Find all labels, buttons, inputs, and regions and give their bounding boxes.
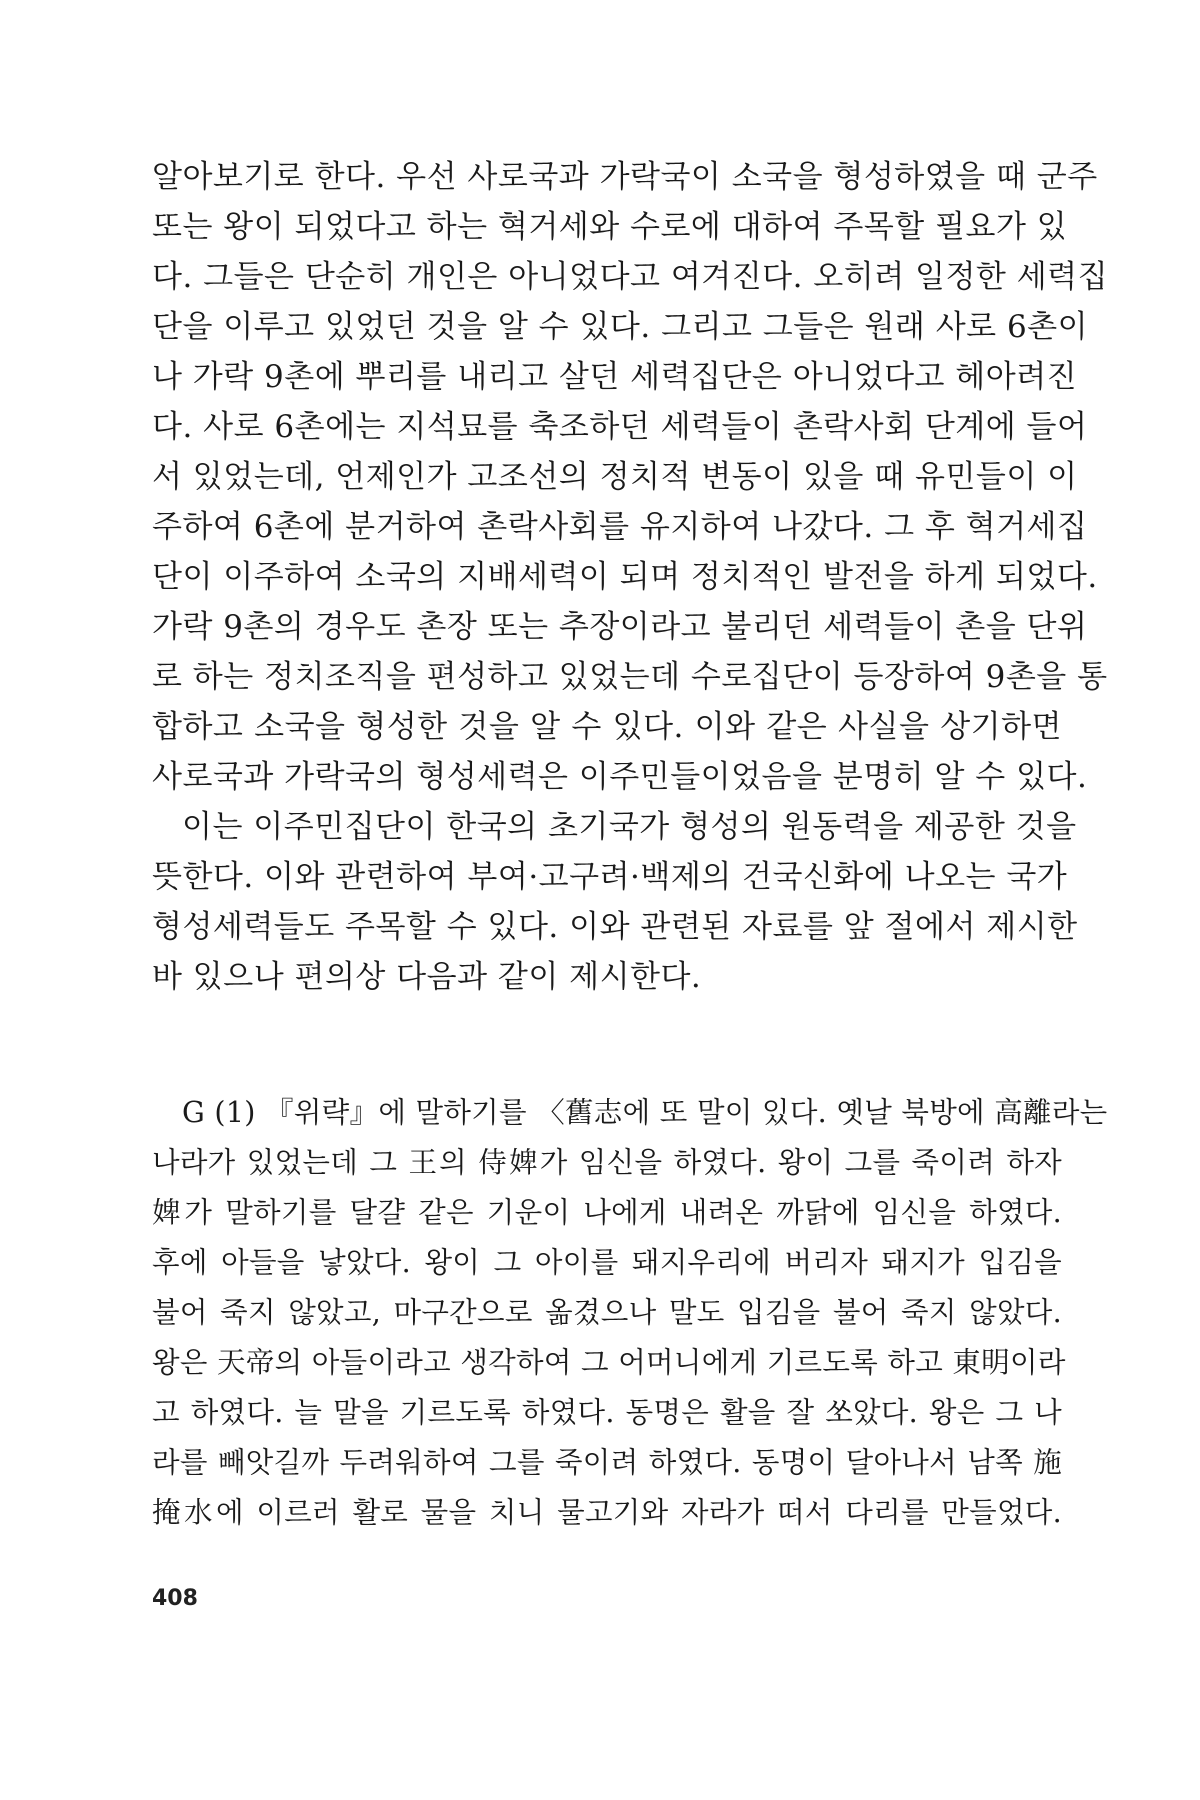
body-line: 나 가락 9촌에 뿌리를 내리고 살던 세력집단은 아니었다고 헤아려진: [152, 359, 1078, 395]
quote-line: 불어 죽지 않았고, 마구간으로 옮겼으나 말도 입김을 불어 죽지 않았다.: [152, 1296, 1062, 1329]
body-line: 서 있었는데, 언제인가 고조선의 정치적 변동이 있을 때 유민들이 이: [152, 459, 1078, 495]
body-text: [152, 152, 1109, 1002]
body-line: 합하고 소국을 형성한 것을 알 수 있다. 이와 같은 사실을 상기하면: [152, 709, 1062, 745]
quote-line: 婢가 말하기를 달걀 같은 기운이 나에게 내려온 까닭에 임신을 하였다.: [152, 1196, 1062, 1229]
quoted-source-block: [152, 1088, 1108, 1538]
body-line: 이는 이주민집단이 한국의 초기국가 형성의 원동력을 제공한 것을: [182, 809, 1077, 845]
body-line: 형성세력들도 주목할 수 있다. 이와 관련된 자료를 앞 절에서 제시한: [152, 909, 1078, 945]
body-line: 가락 9촌의 경우도 촌장 또는 추장이라고 불리던 세력들이 촌을 단위: [152, 609, 1088, 645]
quote-line: 왕은 天帝의 아들이라고 생각하여 그 어머니에게 기르도록 하고 東明이라: [152, 1346, 1066, 1379]
page-number: 408: [152, 1586, 198, 1611]
body-line: 단이 이주하여 소국의 지배세력이 되며 정치적인 발전을 하게 되었다.: [152, 559, 1098, 595]
body-line: 바 있으나 편의상 다음과 같이 제시한다.: [152, 959, 702, 995]
body-line: 알아보기로 한다. 우선 사로국과 가락국이 소국을 형성하였을 때 군주: [152, 159, 1098, 195]
quote-line: 후에 아들을 낳았다. 왕이 그 아이를 돼지우리에 버리자 돼지가 입김을: [152, 1246, 1062, 1279]
quote-line: 掩水에 이르러 활로 물을 치니 물고기와 자라가 떠서 다리를 만들었다.: [152, 1496, 1062, 1529]
quote-line: 나라가 있었는데 그 王의 侍婢가 임신을 하였다. 왕이 그를 죽이려 하자: [152, 1146, 1062, 1179]
body-line: 단을 이루고 있었던 것을 알 수 있다. 그리고 그들은 원래 사로 6촌이: [152, 309, 1089, 345]
quote-line: G (1) 『위략』에 말하기를 〈舊志에 또 말이 있다. 옛날 북방에 高離라는: [182, 1096, 1108, 1129]
quote-line: 라를 빼앗길까 두려워하여 그를 죽이려 하였다. 동명이 달아나서 남쪽 施: [152, 1446, 1062, 1479]
body-line: 다. 사로 6촌에는 지석묘를 축조하던 세력들이 촌락사회 단계에 들어: [152, 409, 1088, 445]
body-line: 로 하는 정치조직을 편성하고 있었는데 수로집단이 등장하여 9촌을 통: [152, 659, 1108, 695]
body-line: 사로국과 가락국의 형성세력은 이주민들이었음을 분명히 알 수 있다.: [152, 759, 1088, 795]
body-line: 뜻한다. 이와 관련하여 부여·고구려·백제의 건국신화에 나오는 국가: [152, 859, 1068, 895]
body-line: 주하여 6촌에 분거하여 촌락사회를 유지하여 나갔다. 그 후 혁거세집: [152, 509, 1088, 545]
body-line: 다. 그들은 단순히 개인은 아니었다고 여겨진다. 오히려 일정한 세력집: [152, 259, 1109, 295]
quote-line: 고 하였다. 늘 말을 기르도록 하였다. 동명은 활을 잘 쏘았다. 왕은 그 나: [152, 1396, 1062, 1429]
body-line: 또는 왕이 되었다고 하는 혁거세와 수로에 대하여 주목할 필요가 있: [152, 209, 1068, 245]
